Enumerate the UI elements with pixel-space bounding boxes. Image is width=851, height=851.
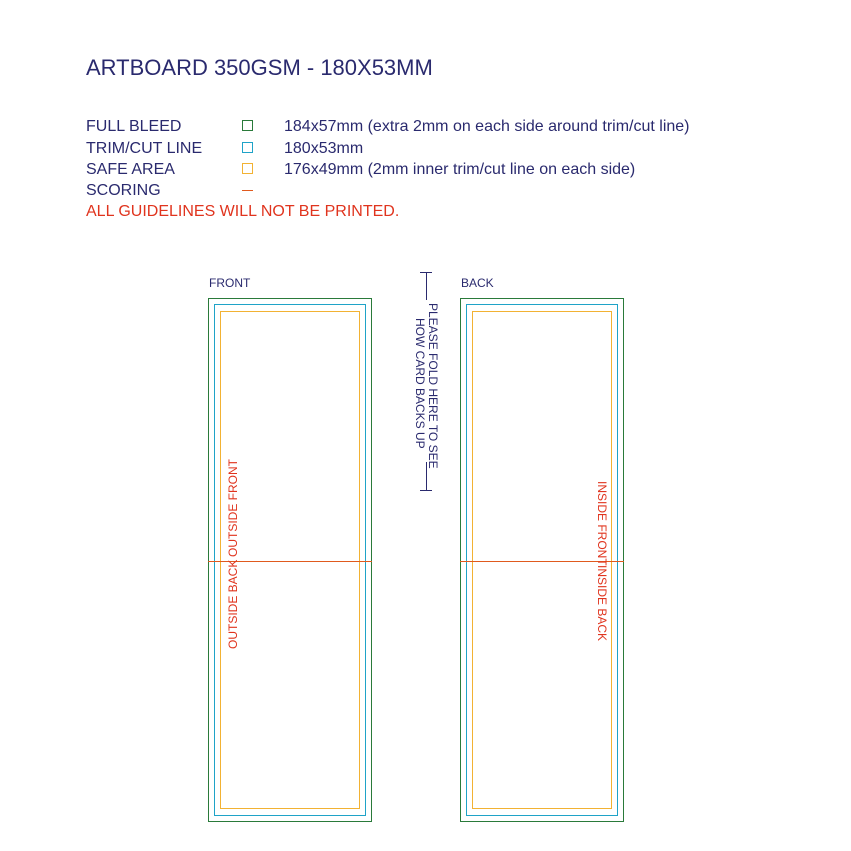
front-label: FRONT <box>209 276 251 290</box>
back-lower-text: INSIDE BACK <box>595 565 609 642</box>
line-icon <box>242 190 253 191</box>
legend-desc: 176x49mm (2mm inner trim/cut line on each side) <box>284 161 636 178</box>
legend-desc: 180x53mm <box>284 140 364 157</box>
fold-note-line1: PLEASE FOLD HERE TO SEE <box>426 303 440 469</box>
back-label: BACK <box>461 276 494 290</box>
guidelines-warning: ALL GUIDELINES WILL NOT BE PRINTED. <box>86 203 400 220</box>
front-lower-text: OUTSIDE BACK <box>226 559 240 649</box>
legend-label: TRIM/CUT LINE <box>86 140 203 157</box>
legend-label: FULL BLEED <box>86 118 182 135</box>
square-outline-icon <box>242 142 253 153</box>
legend-label: SCORING <box>86 182 161 199</box>
front-upper-text: OUTSIDE FRONT <box>226 459 240 557</box>
legend-desc: 184x57mm (extra 2mm on each side around trim/cut line) <box>284 118 690 135</box>
front-safe-area-line <box>220 311 360 809</box>
fold-note-bottom-tick <box>420 490 432 491</box>
back-safe-area-line <box>472 311 612 809</box>
square-outline-icon <box>242 120 253 131</box>
fold-note-line2: HOW CARD BACKS UP <box>413 318 427 449</box>
square-outline-icon <box>242 163 253 174</box>
legend-label: SAFE AREA <box>86 161 175 178</box>
back-upper-text: INSIDE FRONT <box>595 481 609 566</box>
fold-note-top-line <box>426 272 427 300</box>
page-title: ARTBOARD 350GSM - 180X53MM <box>86 55 433 80</box>
fold-note-bottom-line <box>426 462 427 490</box>
